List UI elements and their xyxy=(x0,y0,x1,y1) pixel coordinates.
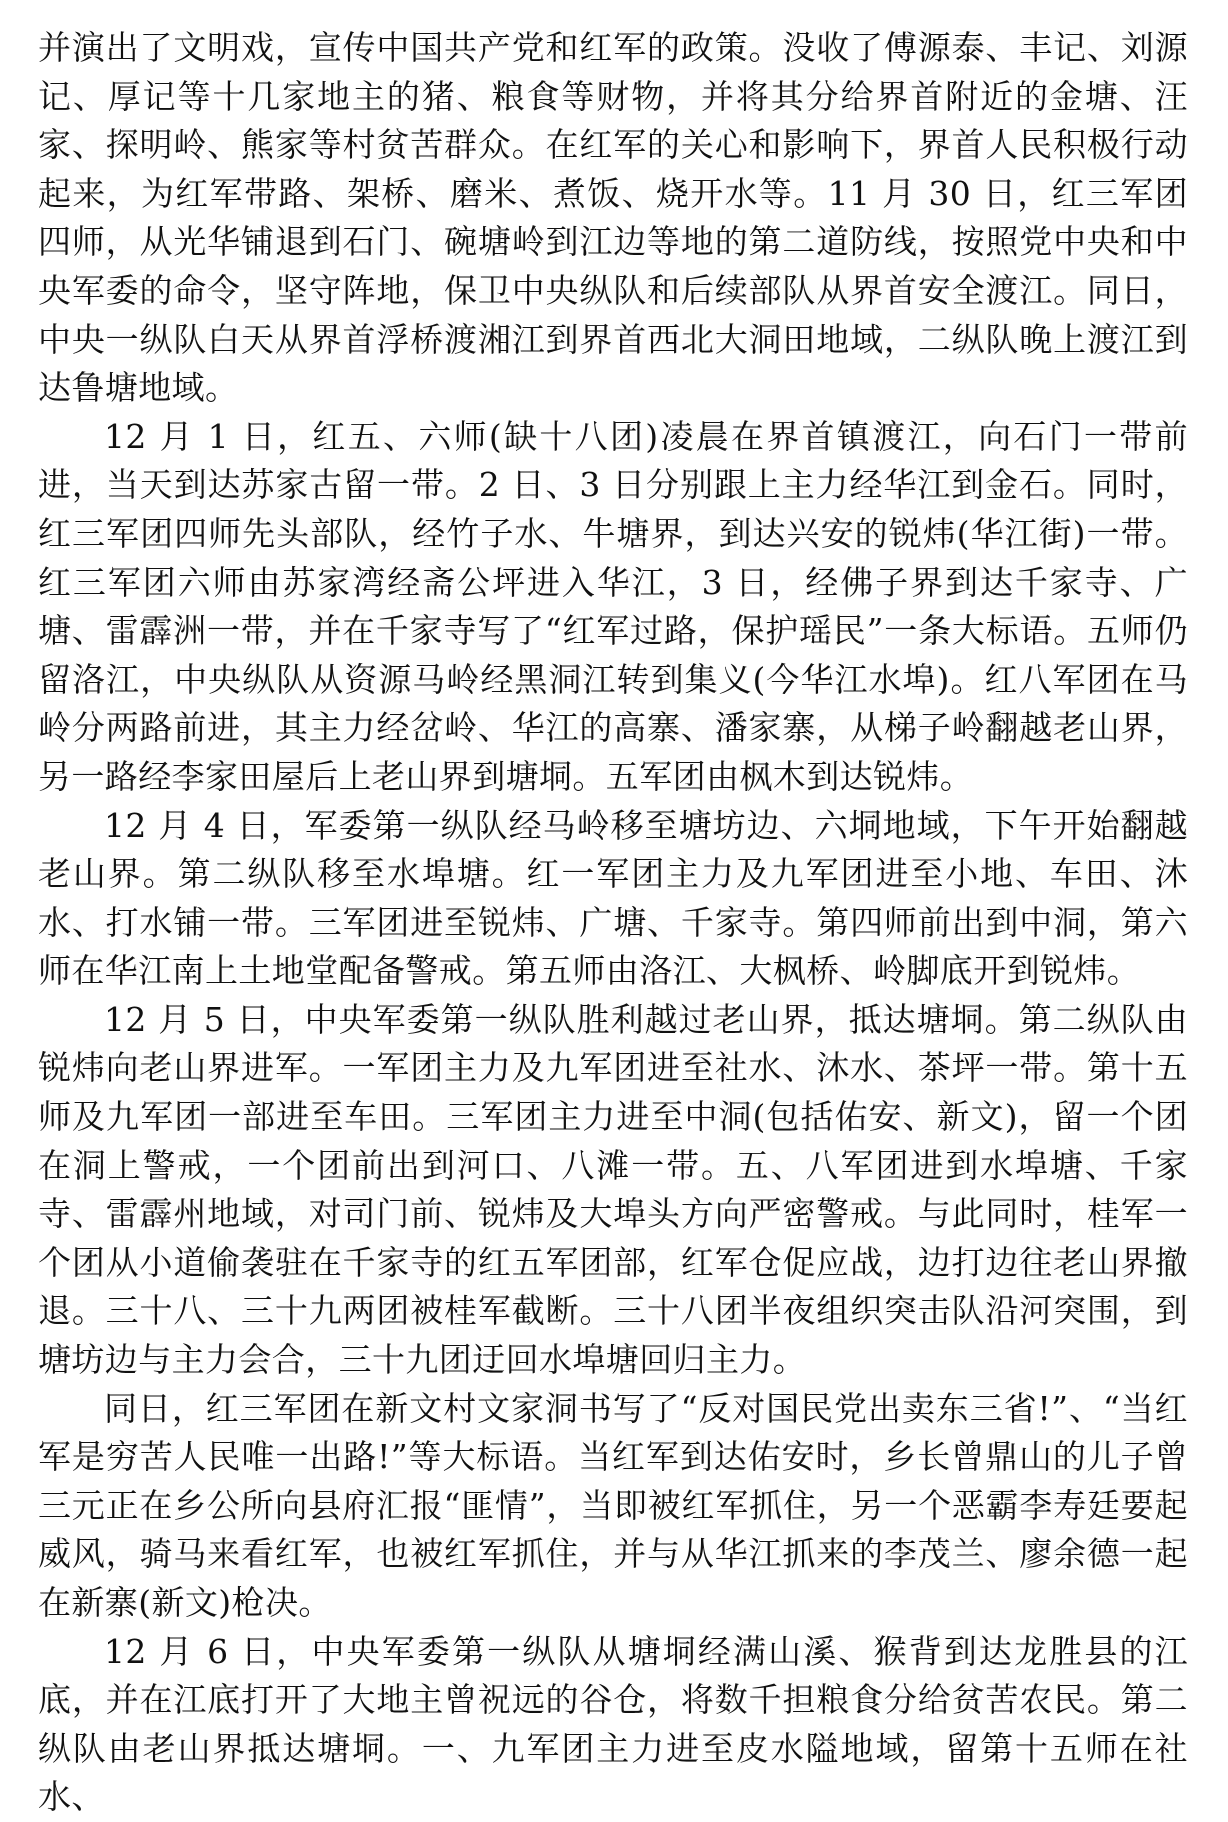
paragraph-2: 12 月 1 日，红五、六师(缺十八团)凌晨在界首镇渡江，向石门一带前进，当天到达苏家古留一带。2 日、3 日分别跟上主力经华江到金石。同时，红三军团四师先头部队，经竹子水、牛塘界，到达兴安的锐炜(华江街)一带。红三军团六师由苏家湾经斋公坪进入华江，3 日，经佛子界到达千家寺、广塘、雷霹洲一带，并在千家寺写了“红军过路，保护瑶民”一条大标语。五师仍留洛江，中央纵队从资源马岭经黑洞江转到集义(今华江水埠)。红八军团在马岭分两路前进，其主力经岔岭、华江的高寨、潘家寨，从梯子岭翻越老山界，另一路经李家田屋后上老山界到塘垌。五军团由枫木到达锐炜。 xyxy=(38,416,1188,796)
paragraph-4: 12 月 5 日，中央军委第一纵队胜利越过老山界，抵达塘垌。第二纵队由锐炜向老山界进军。一军团主力及九军团进至社水、沐水、茶坪一带。第十五师及九军团一部进至车田。三军团主力进至中洞(包括佑安、新文)，留一个团在洞上警戒，一个团前出到河口、八滩一带。五、八军团进到水埠塘、千家寺、雷霹州地域，对司门前、锐炜及大埠头方向严密警戒。与此同时，桂军一个团从小道偷袭驻在千家寺的红五军团部，红军仓促应战，边打边往老山界撤退。三十八、三十九两团被桂军截断。三十八团半夜组织突击队沿河突围，到塘坊边与主力会合，三十九团迂回水埠塘回归主力。 xyxy=(38,999,1188,1380)
paragraph-5: 同日，红三军团在新文村文家洞书写了“反对国民党出卖东三省!”、“当红军是穷苦人民唯一出路!”等大标语。当红军到达佑安时，乡长曾鼎山的儿子曾三元正在乡公所向县府汇报“匪情”，当即被红军抓住，另一个恶霸李寿廷要起威风，骑马来看红军，也被红军抓住，并与从华江抓来的李茂兰、廖余德一起在新寨(新文)枪决。 xyxy=(38,1388,1188,1622)
paragraph-6: 12 月 6 日，中央军委第一纵队从塘垌经满山溪、猴背到达龙胜县的江底，并在江底打开了大地主曾祝远的谷仓，将数千担粮食分给贫苦农民。第二纵队由老山界抵达塘垌。一、九军团主力进至皮水隘地域，留第十五师在社水、 xyxy=(38,1631,1188,1817)
paragraph-1: 并演出了文明戏，宣传中国共产党和红军的政策。没收了傅源泰、丰记、刘源记、厚记等十几家地主的猪、粮食等财物，并将其分给界首附近的金塘、汪家、探明岭、熊家等村贫苦群众。在红军的关心和影响下，界首人民积极行动起来，为红军带路、架桥、磨米、煮饭、烧开水等。11 月 30 日，红三军团四师，从光华铺退到石门、碗塘岭到江边等地的第二道防线，按照党中央和中央军委的命令，坚守阵地，保卫中央纵队和后续部队从界首安全渡江。同日，中央一纵队白天从界首浮桥渡湘江到界首西北大洞田地域，二纵队晚上渡江到达鲁塘地域。 xyxy=(38,28,1188,408)
paragraph-3: 12 月 4 日，军委第一纵队经马岭移至塘坊边、六垌地域，下午开始翻越老山界。第二纵队移至水埠塘。红一军团主力及九军团进至小地、车田、沐水、打水铺一带。三军团进至锐炜、广塘、千家寺。第四师前出到中洞，第六师在华江南上土地堂配备警戒。第五师由洛江、大枫桥、岭脚底开到锐炜。 xyxy=(38,805,1188,991)
document-page xyxy=(38,24,1188,1822)
